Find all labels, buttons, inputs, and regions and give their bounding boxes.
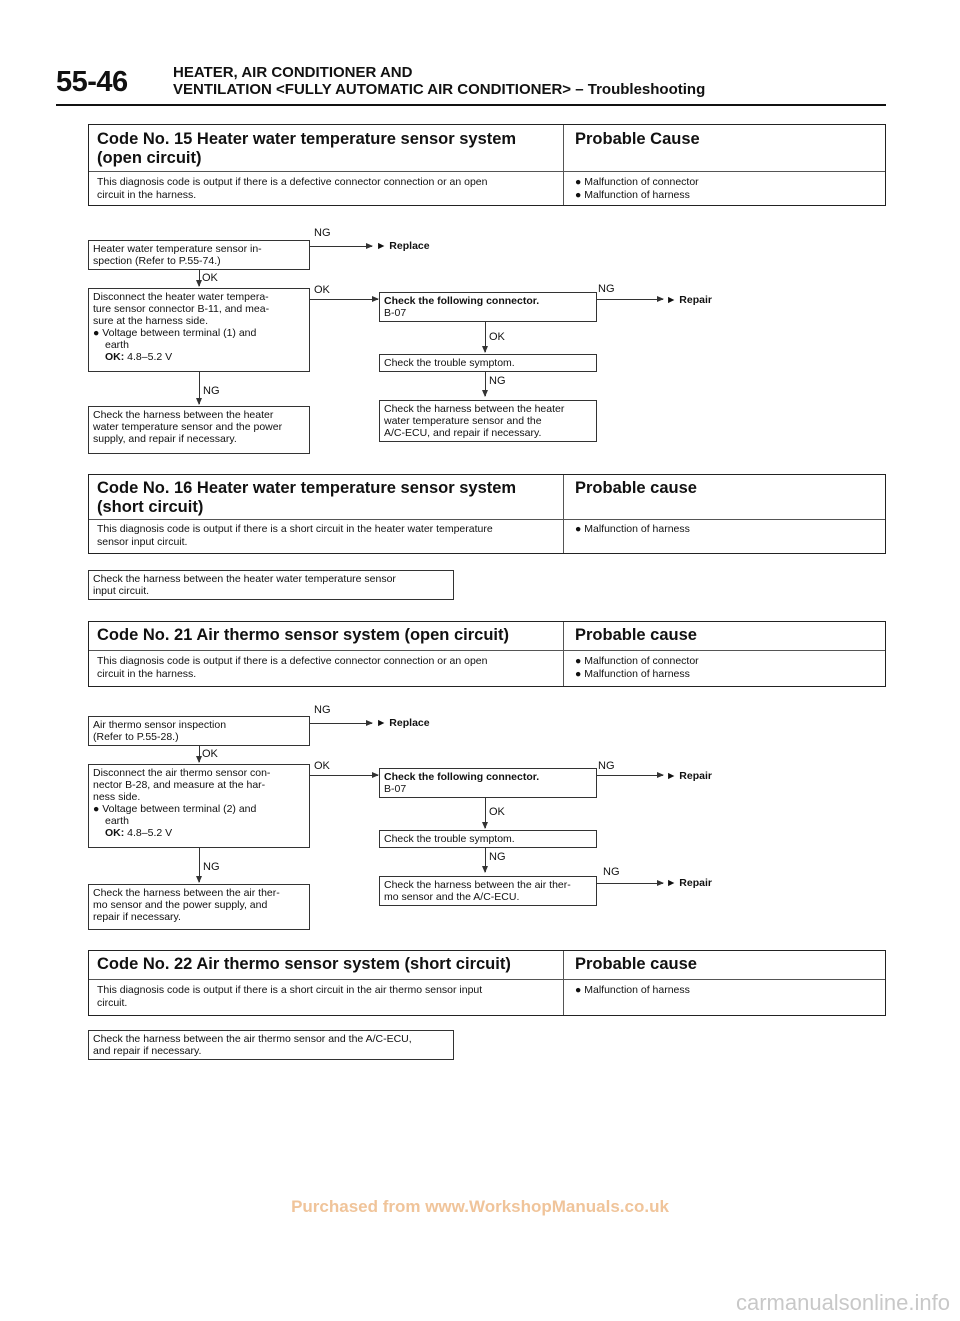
code21-arrow-connector xyxy=(310,775,378,776)
code16-step-check-harness: Check the harness between the heater water temperature sensor input circuit. xyxy=(88,570,454,600)
code21-ng-label: NG xyxy=(489,851,506,863)
code15-step-connector: Check the following connector. B-07 xyxy=(379,292,597,322)
code15-arrow-down xyxy=(485,322,486,352)
code15-cause-header: Probable Cause xyxy=(575,130,700,148)
code15-ng-label: NG xyxy=(203,385,220,397)
code21-ng-label: NG xyxy=(203,861,220,873)
code21-arrow-down xyxy=(199,848,200,882)
code15-step-harness-power: Check the harness between the heater water temperature sensor and the power supply, and repair if necessary. xyxy=(88,406,310,454)
code21-arrow-repair xyxy=(597,883,663,884)
code21-causes: ● Malfunction of connector ● Malfunction of harness xyxy=(575,655,699,680)
code15-description: This diagnosis code is output if there is a defective connector connection or an open circuit in the harness. xyxy=(97,176,488,201)
code15-arrow-connector xyxy=(310,299,378,300)
page-number: 55-46 xyxy=(56,66,128,98)
code15-step-trouble-symptom: Check the trouble symptom. xyxy=(379,354,597,372)
page-title-line2: VENTILATION <FULLY AUTOMATIC AIR CONDITIONER> – Troubleshooting xyxy=(173,81,706,98)
code21-arrow-repair xyxy=(597,775,663,776)
code21-ok-label: OK xyxy=(314,760,330,772)
code21-ok-label: OK xyxy=(489,806,505,818)
site-watermark: carmanualsonline.info xyxy=(735,1290,950,1315)
code15-ok-label: OK xyxy=(489,331,505,343)
code21-ok-label: OK xyxy=(202,748,218,760)
code15-causes: ● Malfunction of connector ● Malfunction of harness xyxy=(575,176,699,201)
code15-arrow-down xyxy=(199,372,200,404)
code16-header xyxy=(88,474,886,554)
code21-replace-action: ► Replace xyxy=(376,717,430,729)
code16-cause-header: Probable cause xyxy=(575,479,697,497)
code21-description: This diagnosis code is output if there is a defective connector connection or an open circuit in the harness. xyxy=(97,655,488,680)
code22-title: Code No. 22 Air thermo sensor system (short circuit) xyxy=(97,955,511,973)
code16-causes: ● Malfunction of harness xyxy=(575,523,690,535)
code21-repair-action: ► Repair xyxy=(666,770,712,782)
code15-repair-action: ► Repair xyxy=(666,294,712,306)
code15-arrow-replace xyxy=(310,246,372,247)
code15-ok-label: OK xyxy=(202,272,218,284)
code16-title: Code No. 16 Heater water temperature sensor system (short circuit) xyxy=(97,479,517,516)
code15-step-harness-ecu: Check the harness between the heater water temperature sensor and the A/C-ECU, and repair if necessary. xyxy=(379,400,597,442)
page-title xyxy=(173,64,705,98)
code21-step-trouble-symptom: Check the trouble symptom. xyxy=(379,830,597,848)
code15-replace-action: ► Replace xyxy=(376,240,430,252)
code21-arrow-down xyxy=(485,798,486,828)
code21-repair-action: ► Repair xyxy=(666,877,712,889)
code22-description: This diagnosis code is output if there is a short circuit in the air thermo sensor input circuit. xyxy=(97,984,483,1009)
code15-arrow-repair xyxy=(597,299,663,300)
code21-step-connector: Check the following connector. B-07 xyxy=(379,768,597,798)
code22-causes: ● Malfunction of harness xyxy=(575,984,690,996)
header-rule xyxy=(56,104,886,106)
code22-cause-header: Probable cause xyxy=(575,955,697,973)
code15-ng-label: NG xyxy=(489,375,506,387)
code15-step-disconnect: Disconnect the heater water tempera- ture sensor connector B-11, and mea- sure at the harness side. ● Voltage between terminal (1) and earth OK: 4.8–5.2 V xyxy=(88,288,310,372)
code21-step-sensor-inspection: Air thermo sensor inspection (Refer to P.55-28.) xyxy=(88,716,310,746)
code22-header xyxy=(88,950,886,1016)
code21-step-harness-power: Check the harness between the air ther- mo sensor and the power supply, and repair if necessary. xyxy=(88,884,310,930)
code15-step-sensor-inspection: Heater water temperature sensor in- spection (Refer to P.55-74.) xyxy=(88,240,310,270)
code21-arrow-replace xyxy=(310,723,372,724)
code15-ng-label: NG xyxy=(314,227,331,239)
code21-arrow-down xyxy=(485,848,486,872)
code21-ng-label: NG xyxy=(598,760,615,772)
code21-cause-header: Probable cause xyxy=(575,626,697,644)
code21-ng-label: NG xyxy=(314,704,331,716)
code15-title: Code No. 15 Heater water temperature sensor system (open circuit) xyxy=(97,130,517,167)
code15-header xyxy=(88,124,886,206)
code15-arrow-down xyxy=(485,372,486,396)
code21-title: Code No. 21 Air thermo sensor system (open circuit) xyxy=(97,626,509,644)
code21-header xyxy=(88,621,886,687)
code21-step-harness-ecu: Check the harness between the air ther- mo sensor and the A/C-ECU. xyxy=(379,876,597,906)
code21-step-disconnect: Disconnect the air thermo sensor con- nector B-28, and measure at the har- ness side. ● Voltage between terminal (2) and earth OK: 4.8–5.2 V xyxy=(88,764,310,848)
code15-ok-label: OK xyxy=(314,284,330,296)
code21-arrow-down xyxy=(199,746,200,762)
code21-ng-label: NG xyxy=(603,866,620,878)
code22-step-check-harness: Check the harness between the air thermo sensor and the A/C-ECU, and repair if necessary. xyxy=(88,1030,454,1060)
purchase-watermark: Purchased from www.WorkshopManuals.co.uk xyxy=(291,1197,669,1216)
page-title-line1: HEATER, AIR CONDITIONER AND xyxy=(173,64,413,81)
code15-arrow-down xyxy=(199,270,200,286)
code16-description: This diagnosis code is output if there is a short circuit in the heater water temperature sensor input circuit. xyxy=(97,523,493,548)
code15-ng-label: NG xyxy=(598,283,615,295)
